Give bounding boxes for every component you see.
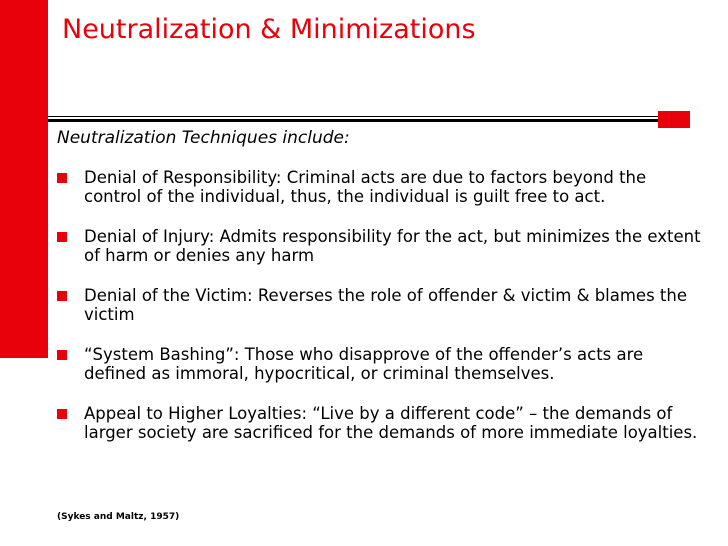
red-square-bullet-icon [57,350,67,360]
red-square-bullet-icon [57,173,67,183]
bullet-item [57,168,707,206]
bullet-text: “System Bashing”: Those who disapprove of the offender’s acts are defined as immoral, hypocritical, or criminal themselves. [84,345,644,383]
citation: (Sykes and Maltz, 1957) [57,512,180,522]
left-accent-bar [0,0,48,358]
bullet-text: Denial of the Victim: Reverses the role of offender & victim & blames the victim [84,286,688,324]
bullet-text: Denial of Responsibility: Criminal acts are due to factors beyond the control of the individual, thus, the individual is guilt free to act. [84,168,647,206]
bullet-item [57,227,707,265]
red-square-bullet-icon [57,409,67,419]
divider-accent-block [658,111,690,128]
bullet-item [57,345,707,383]
bullet-text: Appeal to Higher Loyalties: “Live by a different code” – the demands of larger society are sacrificed for the demands of more immediate loyalties. [84,404,698,442]
bullet-item [57,404,707,442]
title-divider-thick [48,119,690,122]
red-square-bullet-icon [57,232,67,242]
title-divider-thin [48,116,690,117]
red-square-bullet-icon [57,291,67,301]
bullet-text: Denial of Injury: Admits responsibility for the act, but minimizes the extent of harm or denies any harm [84,227,701,265]
slide-title: Neutralization & Minimizations [62,14,476,45]
slide-subtitle: Neutralization Techniques include: [57,128,350,148]
bullet-item [57,286,707,324]
bullet-list [57,168,707,463]
